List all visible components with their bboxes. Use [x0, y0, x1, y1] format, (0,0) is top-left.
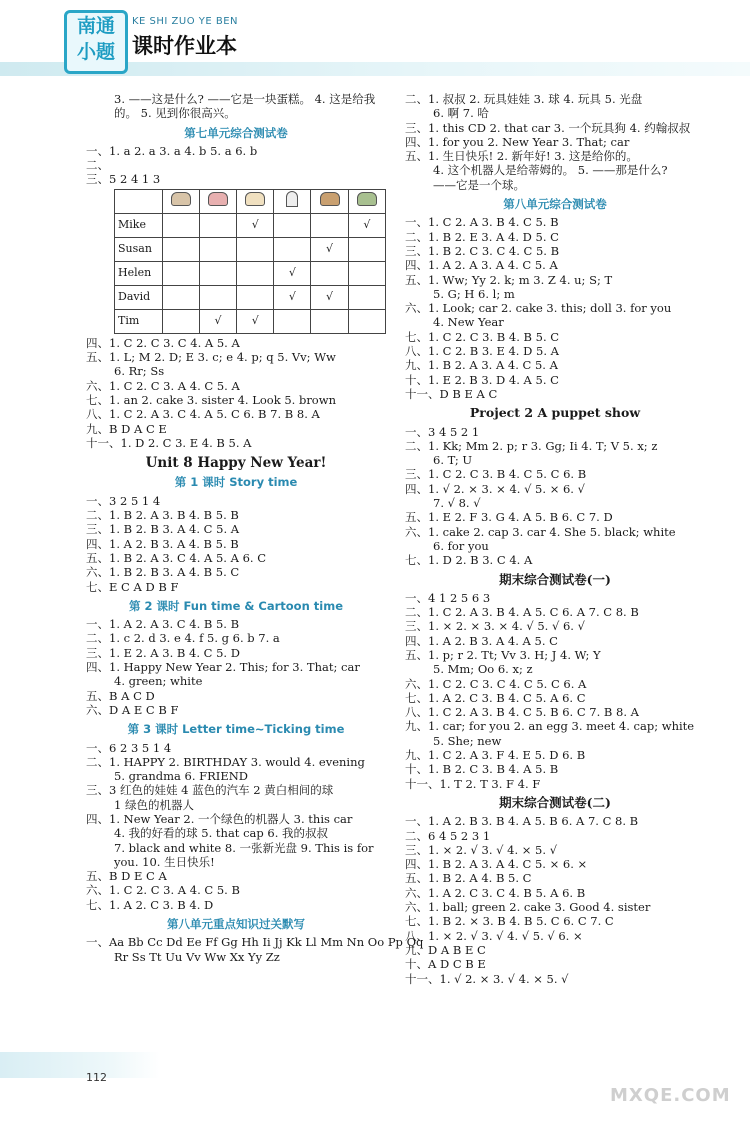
answer-line: 七、1. B 2. × 3. B 4. B 5. C 6. C 7. C — [405, 914, 614, 929]
section-title: 期末综合测试卷(一) — [499, 571, 611, 587]
answer-line: 六、1. B 2. B 3. A 4. B 5. C — [86, 565, 240, 580]
answer-block — [86, 617, 386, 717]
answer-line: 九、D A B E C — [405, 942, 486, 957]
answer-line: 八、1. C 2. A 3. C 4. A 5. C 6. B 7. B 8. A — [86, 407, 320, 422]
answer-line: 五、1. L; M 2. D; E 3. c; e 4. p; q 5. Vv; Ww — [86, 350, 336, 365]
answer-line: 二、1. HAPPY 2. BIRTHDAY 3. would 4. evening — [86, 754, 365, 769]
logo-line1: 南通 — [76, 15, 115, 37]
table-cell — [199, 237, 236, 261]
table-cell — [348, 285, 385, 309]
table-cell — [274, 237, 311, 261]
answer-line: 六、1. A 2. C 3. C 4. B 5. A 6. B — [405, 885, 586, 900]
table-cell — [237, 285, 274, 309]
answer-line: 六、1. C 2. C 3. C 4. C 5. C 6. A — [405, 676, 587, 691]
answer-line: 3. ——这是什么? ——它是一块蛋糕。 4. 这是给我 — [114, 92, 376, 106]
answer-line: 四、1. New Year 2. 一个绿色的机器人 3. this car — [86, 811, 353, 826]
answer-line: 六、1. C 2. C 3. A 4. C 5. A — [86, 378, 240, 393]
answer-line: 4. 这个机器人是给蒂姆的。 5. ——那是什么? — [433, 163, 668, 178]
answer-line: 六、1. cake 2. cap 3. car 4. She 5. black; white — [405, 524, 676, 539]
answer-line: 7. black and white 8. 一张新光盘 9. This is for — [114, 840, 374, 855]
food-icon — [237, 189, 274, 213]
answer-block — [405, 814, 705, 986]
answer-block — [86, 935, 424, 964]
page-number: 112 — [86, 1071, 107, 1084]
answer-line: 一、4 1 2 5 6 3 — [405, 590, 491, 605]
table-cell — [311, 213, 348, 237]
answer-line: 三、1. × 2. √ 3. √ 4. × 5. √ — [405, 842, 558, 857]
answer-line: 三、1. × 2. × 3. × 4. √ 5. √ 6. √ — [405, 619, 585, 634]
row-name: Tim — [115, 309, 163, 333]
table-cell — [348, 261, 385, 285]
answer-line: 四、1. A 2. B 3. A 4. A 5. C — [405, 633, 558, 648]
answer-line: 八、1. C 2. A 3. B 4. C 5. B 6. C 7. B 8. A — [405, 705, 639, 720]
answer-line: 4. New Year — [433, 315, 504, 330]
answer-block — [405, 215, 705, 401]
answer-line: 七、1. D 2. B 3. C 4. A — [405, 553, 533, 568]
food-icon — [274, 189, 311, 213]
answer-line: 八、1. × 2. √ 3. √ 4. √ 5. √ 6. × — [405, 928, 583, 943]
table-cell — [274, 213, 311, 237]
table-cell — [162, 309, 199, 333]
unit-title: Unit 8 Happy New Year! — [145, 455, 327, 472]
answer-line: 三、1. this CD 2. that car 3. 一个玩具狗 4. 约翰叔叔 — [405, 120, 691, 135]
table-row — [115, 285, 386, 309]
answer-line: 三、1. B 2. C 3. C 4. C 5. B — [405, 243, 560, 258]
table-cell — [311, 261, 348, 285]
answer-line: 六、D A E C B F — [86, 702, 179, 717]
table-cell: √ — [311, 237, 348, 261]
answer-line: 一、3 4 5 2 1 — [405, 424, 480, 439]
answer-line: 十、1. E 2. B 3. D 4. A 5. C — [405, 372, 559, 387]
answer-line: 一、3 2 5 1 4 — [86, 493, 161, 508]
answer-line: 六、1. ball; green 2. cake 3. Good 4. sister — [405, 900, 651, 915]
answer-line: 四、1. B 2. A 3. A 4. C 5. × 6. × — [405, 857, 588, 872]
answer-line: 四、1. for you 2. New Year 3. That; car — [405, 134, 630, 149]
table-row — [115, 213, 386, 237]
section-title: 第八单元综合测试卷 — [503, 197, 607, 212]
answer-line: 一、Aa Bb Cc Dd Ee Ff Gg Hh Ii Jj Kk Ll Mm Nn Oo Pp Qq — [86, 935, 424, 950]
table-cell: √ — [199, 309, 236, 333]
page-header — [0, 0, 750, 80]
answer-line: 十、1. B 2. C 3. B 4. A 5. B — [405, 762, 559, 777]
table-cell: √ — [237, 213, 274, 237]
answer-line: 6. 啊 7. 哈 — [433, 106, 489, 121]
answer-line: 五、B A C D — [86, 688, 155, 703]
left-column — [86, 92, 424, 964]
table-cell — [311, 309, 348, 333]
answer-line: 的。 5. 见到你很高兴。 — [114, 106, 236, 121]
answer-line: 十一、1. T 2. T 3. F 4. F — [405, 776, 541, 791]
answer-line: Rr Ss Tt Uu Vv Ww Xx Yy Zz — [114, 949, 280, 964]
table-cell — [348, 309, 385, 333]
answer-line: 6. for you — [433, 538, 489, 553]
answer-line: 三、1. E 2. A 3. B 4. C 5. D — [86, 645, 240, 660]
row-name: Mike — [115, 213, 163, 237]
footer-band — [0, 1052, 160, 1078]
answer-line: 七、1. A 2. C 3. B 4. C 5. A 6. C — [405, 690, 586, 705]
answer-line: 一、1. a 2. a 3. a 4. b 5. a 6. b — [86, 143, 258, 158]
table-row — [115, 261, 386, 285]
answer-line: 二、1. 叔叔 2. 玩具娃娃 3. 球 4. 玩具 5. 光盘 — [405, 92, 643, 106]
table-cell — [237, 237, 274, 261]
answer-line: 七、1. an 2. cake 3. sister 4. Look 5. brown — [86, 392, 336, 407]
answer-line: 5. Mm; Oo 6. x; z — [433, 662, 533, 677]
answer-block — [405, 92, 705, 192]
row-name: Helen — [115, 261, 163, 285]
brand-english: KE SHI ZUO YE BEN — [132, 16, 239, 27]
answer-block — [405, 425, 705, 568]
lesson-title: 第 3 课时 Letter time~Ticking time — [127, 722, 345, 737]
answer-block — [405, 591, 705, 791]
answer-line: 一、6 2 3 5 1 4 — [86, 740, 172, 755]
answer-line: 一、1. A 2. B 3. B 4. A 5. B 6. A 7. C 8. B — [405, 814, 639, 829]
answer-line: 二、1. C 2. A 3. B 4. A 5. C 6. A 7. C 8. B — [405, 605, 639, 620]
table-cell — [274, 309, 311, 333]
answer-line: 五、1. 生日快乐! 2. 新年好! 3. 这是给你的。 — [405, 149, 638, 164]
answer-line: 七、1. A 2. C 3. B 4. D — [86, 897, 214, 912]
answer-block — [86, 741, 386, 913]
answer-line: 九、1. car; for you 2. an egg 3. meet 4. cap; white — [405, 719, 695, 734]
answer-line: 三、3 红色的娃娃 4 蓝色的汽车 2 黄白相间的球 — [86, 783, 334, 798]
answer-block — [86, 336, 386, 450]
answer-line: 四、1. C 2. C 3. C 4. A 5. A — [86, 335, 240, 350]
answer-line: 五、B D E C A — [86, 869, 167, 884]
answer-line: 五、1. E 2. F 3. G 4. A 5. B 6. C 7. D — [405, 510, 613, 525]
answer-line: 二、6 4 5 2 3 1 — [405, 828, 491, 843]
table-cell: √ — [237, 309, 274, 333]
table-cell — [199, 213, 236, 237]
answer-line: 九、B D A C E — [86, 421, 167, 436]
table-cell — [162, 285, 199, 309]
answer-line: 五、1. p; r 2. Tt; Vv 3. H; J 4. W; Y — [405, 647, 601, 662]
table-cell — [162, 261, 199, 285]
brand-logo — [64, 10, 128, 74]
lesson-title: 第 1 课时 Story time — [174, 475, 298, 490]
answer-line: 七、1. C 2. C 3. B 4. B 5. C — [405, 329, 560, 344]
answer-line: 五、1. Ww; Yy 2. k; m 3. Z 4. u; S; T — [405, 272, 613, 287]
answer-line: 十、A D C B E — [405, 957, 486, 972]
answer-line: 六、1. C 2. C 3. A 4. C 5. B — [86, 883, 240, 898]
intro-block — [86, 92, 386, 121]
answer-line: ——它是一个球。 — [433, 177, 525, 192]
table-cell — [199, 261, 236, 285]
answer-line: 四、1. A 2. A 3. A 4. C 5. A — [405, 258, 558, 273]
answer-line: 三、1. B 2. B 3. A 4. C 5. A — [86, 522, 240, 537]
answer-line: 二、1. B 2. A 3. B 4. B 5. B — [86, 508, 239, 523]
food-icon — [162, 189, 199, 213]
answer-line: 4. green; white — [114, 674, 203, 689]
row-name: David — [115, 285, 163, 309]
watermark: MXQE.COM — [610, 1085, 731, 1106]
answer-line: 一、1. A 2. A 3. C 4. B 5. B — [86, 617, 240, 632]
answer-line: 十一、1. D 2. C 3. E 4. B 5. A — [86, 435, 252, 450]
right-column — [405, 92, 705, 986]
table-cell — [199, 285, 236, 309]
table-cell: √ — [311, 285, 348, 309]
answer-line: 二、1. B 2. E 3. A 4. D 5. C — [405, 229, 559, 244]
answer-line: 二、1. Kk; Mm 2. p; r 3. Gg; Ii 4. T; V 5. x; z — [405, 438, 658, 453]
answer-line: 5. She; new — [433, 733, 502, 748]
answer-line: 二、1. c 2. d 3. e 4. f 5. g 6. b 7. a — [86, 631, 280, 646]
answer-line: 三、5 2 4 1 3 — [86, 172, 161, 187]
answer-line: 四、1. A 2. B 3. A 4. B 5. B — [86, 536, 239, 551]
answer-line: 6. Rr; Ss — [114, 364, 165, 379]
answer-block — [86, 494, 386, 594]
table-cell — [162, 237, 199, 261]
table-row — [115, 237, 386, 261]
answer-line: 七、E C A D B F — [86, 579, 179, 594]
food-icon — [348, 189, 385, 213]
project-title: Project 2 A puppet show — [469, 405, 641, 421]
answer-line: 一、1. C 2. A 3. B 4. C 5. B — [405, 215, 559, 230]
answer-line: 7. √ 8. √ — [433, 496, 481, 511]
answer-line: 八、1. C 2. B 3. E 4. D 5. A — [405, 344, 559, 359]
answer-line: 十一、1. √ 2. × 3. √ 4. × 5. √ — [405, 971, 569, 986]
answer-line: 五、1. B 2. A 4. B 5. C — [405, 871, 532, 886]
section-title: 期末综合测试卷(二) — [499, 794, 611, 810]
table-cell: √ — [348, 213, 385, 237]
answer-line: 1 绿色的机器人 — [114, 797, 194, 812]
section-title: 第八单元重点知识过关默写 — [167, 917, 305, 932]
answer-block — [86, 144, 386, 187]
answer-line: 二、 — [86, 158, 109, 173]
table-cell — [162, 213, 199, 237]
answer-line: 三、1. C 2. C 3. B 4. C 5. C 6. B — [405, 467, 587, 482]
lesson-title: 第 2 课时 Fun time & Cartoon time — [128, 598, 343, 613]
answer-line: you. 10. 生日快乐! — [114, 854, 215, 869]
answer-line: 四、1. Happy New Year 2. This; for 3. That; car — [86, 660, 360, 675]
answer-line: 6. T; U — [433, 453, 473, 468]
table-row — [115, 309, 386, 333]
table-cell: √ — [274, 285, 311, 309]
answer-line: 五、1. B 2. A 3. C 4. A 5. A 6. C — [86, 550, 267, 565]
answer-line: 5. G; H 6. l; m — [433, 286, 515, 301]
logo-line2: 小题 — [76, 41, 115, 63]
answer-line: 九、1. B 2. A 3. A 4. C 5. A — [405, 358, 558, 373]
food-icon — [311, 189, 348, 213]
answer-line: 5. grandma 6. FRIEND — [114, 769, 249, 784]
food-preference-table — [114, 189, 386, 334]
food-icon — [199, 189, 236, 213]
answer-line: 六、1. Look; car 2. cake 3. this; doll 3. for you — [405, 301, 672, 316]
table-header-row — [115, 189, 386, 213]
table-cell: √ — [274, 261, 311, 285]
table-cell — [237, 261, 274, 285]
answer-line: 十一、D B E A C — [405, 386, 498, 401]
table-cell — [348, 237, 385, 261]
row-name: Susan — [115, 237, 163, 261]
section-title: 第七单元综合测试卷 — [184, 125, 288, 140]
answer-line: 4. 我的好看的球 5. that cap 6. 我的叔叔 — [114, 826, 329, 841]
answer-line: 四、1. √ 2. × 3. × 4. √ 5. × 6. √ — [405, 481, 585, 496]
brand-title: 课时作业本 — [132, 34, 237, 58]
answer-line: 九、1. C 2. A 3. F 4. E 5. D 6. B — [405, 748, 586, 763]
